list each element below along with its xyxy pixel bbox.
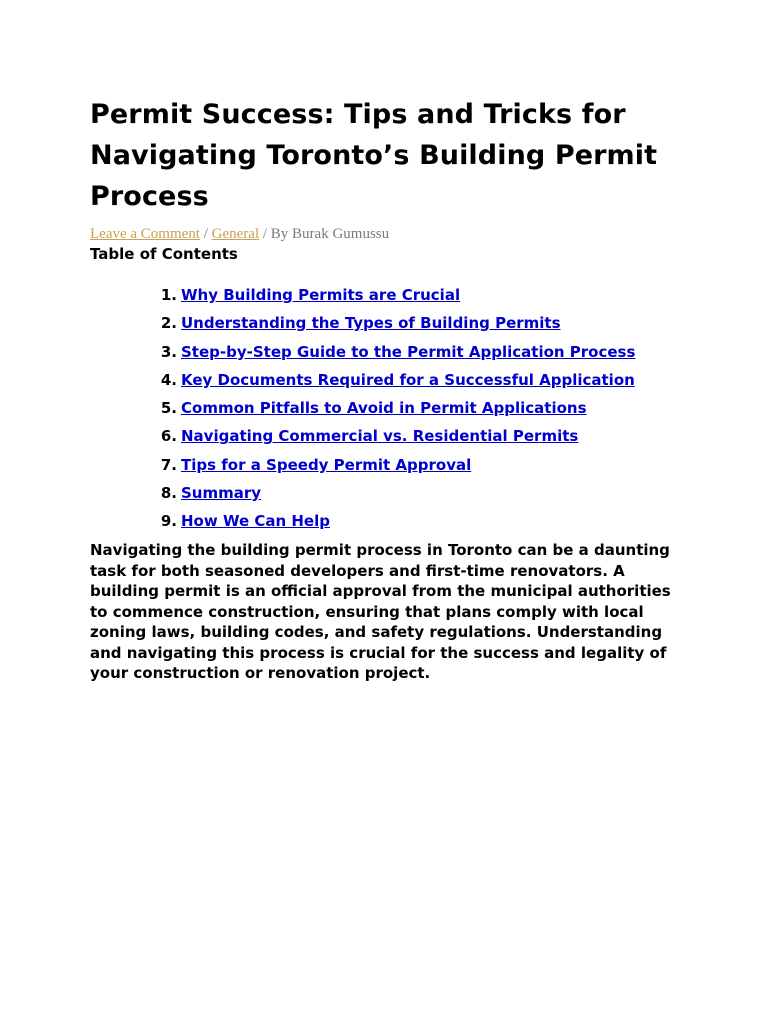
toc-item-number: 4. [160, 370, 177, 389]
toc-item-number: 9. [160, 512, 177, 531]
toc-link-why-permits-crucial[interactable]: Why Building Permits are Crucial [181, 286, 461, 304]
toc-item [90, 426, 710, 454]
toc-item-number: 6. [160, 427, 177, 446]
toc-link-commercial-vs-residential[interactable]: Navigating Commercial vs. Residential Permits [181, 427, 579, 446]
toc-link-summary[interactable]: Summary [181, 484, 262, 503]
toc-item [90, 342, 710, 370]
toc-item [90, 483, 710, 511]
table-of-contents [90, 285, 710, 540]
toc-item-number: 2. [160, 314, 177, 333]
toc-item-number: 7. [160, 455, 177, 474]
category-link[interactable]: General [211, 226, 260, 242]
toc-item [90, 398, 710, 426]
toc-item-number: 3. [160, 342, 177, 361]
toc-link-speedy-approval[interactable]: Tips for a Speedy Permit Approval [181, 455, 472, 474]
toc-link-types-of-permits[interactable]: Understanding the Types of Building Permits [181, 314, 561, 333]
toc-item [90, 455, 710, 483]
intro-paragraph: Navigating the building permit process in Toronto can be a daunting task for both seasoned developers and first-time renovators. A building permit is an official approval from the municipal authorities to commence construction, ensuring that plans comply with local zoning laws, building codes, and safety regulations. Understanding and navigating this process is crucial for the success and legality of your construction or renovation project. [90, 541, 671, 682]
toc-item-number: 5. [160, 399, 177, 418]
toc-heading: Table of Contents [90, 245, 238, 263]
toc-item [90, 370, 710, 398]
toc-item-number: 1. [160, 286, 177, 304]
article-title: Permit Success: Tips and Tricks for Navigating Toronto’s Building Permit Process [90, 99, 658, 212]
toc-item [90, 285, 710, 313]
toc-item-number: 8. [160, 484, 177, 503]
post-meta [90, 226, 389, 243]
toc-link-how-we-can-help[interactable]: How We Can Help [181, 512, 330, 531]
meta-separator: / [199, 226, 212, 242]
toc-item [90, 511, 710, 539]
toc-item [90, 313, 710, 341]
toc-link-step-by-step-guide[interactable]: Step-by-Step Guide to the Permit Application Process [181, 342, 636, 361]
author-text: / By Burak Gumussu [259, 226, 390, 242]
toc-link-key-documents[interactable]: Key Documents Required for a Successful Application [181, 370, 635, 389]
toc-link-common-pitfalls[interactable]: Common Pitfalls to Avoid in Permit Applications [181, 399, 587, 418]
leave-comment-link[interactable]: Leave a Comment [90, 226, 200, 242]
